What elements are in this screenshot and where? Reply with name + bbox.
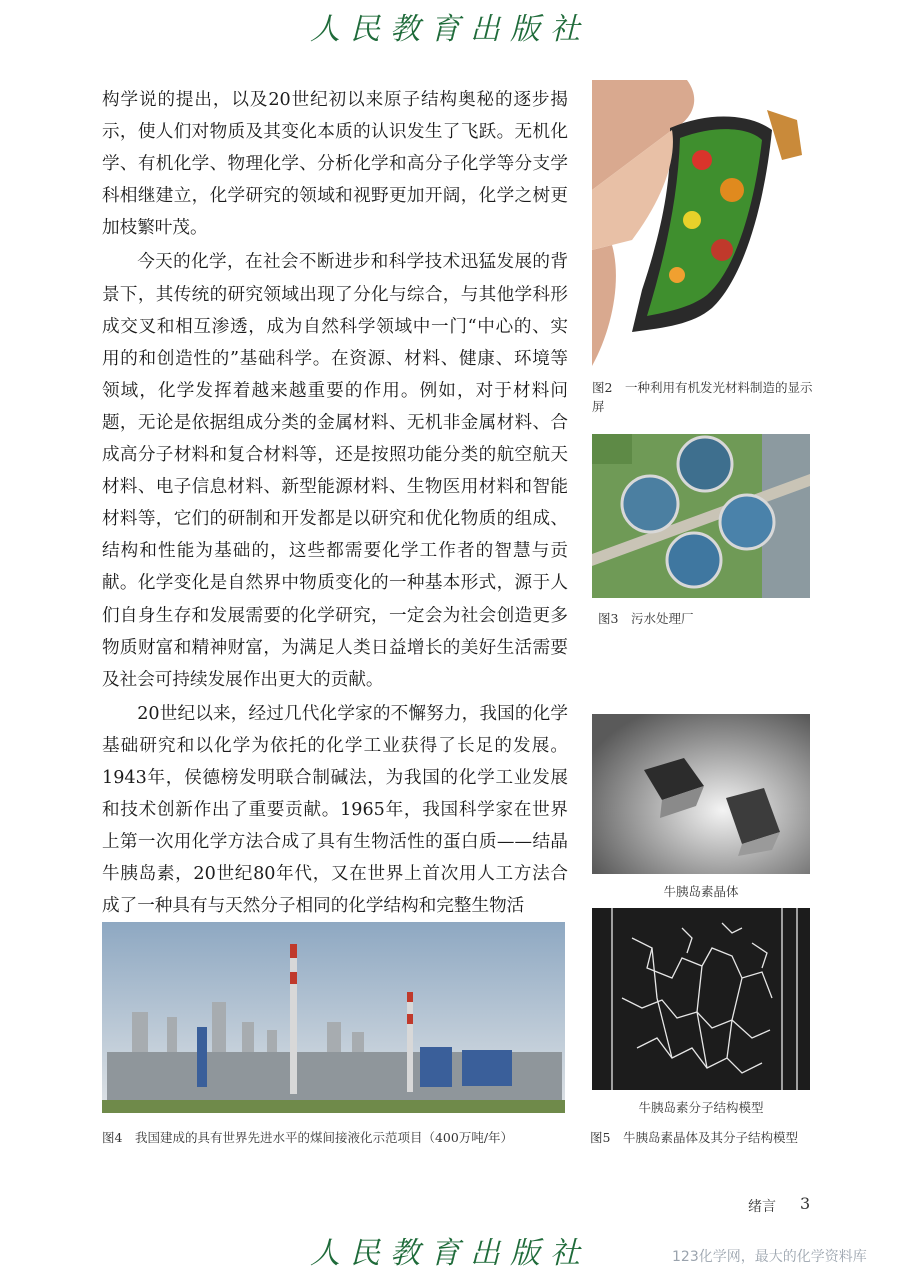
publisher-logo-bottom: 人民教育出版社 (310, 1236, 590, 1271)
body-text (102, 84, 568, 922)
paragraph-3: 20世纪以来，经过几代化学家的不懈努力，我国的化学基础研究和以化学为依托的化学工业获得了长足的发展。1943年，侯德榜发明联合制碱法，为我国的化学工业发展和技术创新作出了重要贡献。1965年，我国科学家在世界上第一次用化学方法合成了具有生物活性的蛋白质——结晶牛胰岛素，20世纪80年代，又在世界上首次用人工方法合成了一种具有与天然分子相同的化学结构和完整生物活 (102, 703, 568, 917)
section-label: 绪言 (748, 1199, 776, 1215)
watermark-text: 123化学网，最大的化学资料库 (672, 1249, 867, 1265)
paragraph-1: 构学说的提出，以及20世纪初以来原子结构奥秘的逐步揭示，使人们对物质及其变化本质的认识发生了飞跃。无机化学、有机化学、物理化学、分析化学和高分子化学等分支学科相继建立，化学研究的领域和视野更加开阔，化学之树更加枝繁叶茂。 (102, 90, 568, 239)
fig5-insulin-crystal-image (592, 714, 810, 874)
fig5-caption: 图5 牛胰岛素晶体及其分子结构模型 (590, 1130, 798, 1145)
paragraph-2: 今天的化学，在社会不断进步和科学技术迅猛发展的背景下，其传统的研究领域出现了分化与综合，与其他学科形成交叉和相互渗透，成为自然科学领域中一门“中心的、实用的和创造性的”基础科学。在资源、材料、健康、环境等领域，化学发挥着越来越重要的作用。例如，对于材料问题，无论是依据组成分类的金属材料、无机非金属材料、合成高分子材料和复合材料等，还是按照功能分类的航空航天材料、电子信息材料、新型能源材料、生物医用材料和智能材料等，它们的研制和开发都是以研究和优化物质的组成、结构和性能为基础的，这些都需要化学工作者的智慧与贡献。化学变化是自然界中物质变化的一种基本形式，源于人们自身生存和发展需要的化学研究，一定会为社会创造更多物质财富和精神财富，为满足人类日益增长的美好生活需要及社会可持续发展作出更大的贡献。 (102, 252, 568, 690)
fig5-sub-caption-crystal: 牛胰岛素晶体 (663, 884, 739, 899)
fig2-flexible-display-image (592, 80, 810, 366)
fig3-sewage-plant-image (592, 434, 810, 598)
page-number: 3 (800, 1194, 811, 1213)
fig5-molecular-model-image (592, 908, 810, 1090)
fig4-caption: 图4 我国建成的具有世界先进水平的煤间接液化示范项目（400万吨/年） (102, 1130, 514, 1145)
fig2-caption: 图2 一种利用有机发光材料制造的显示屏 (592, 380, 813, 414)
fig5-sub-caption-model: 牛胰岛素分子结构模型 (638, 1100, 764, 1115)
fig3-caption: 图3 污水处理厂 (598, 611, 694, 626)
fig4-coal-liquefaction-plant-image (102, 922, 565, 1113)
publisher-logo-top: 人民教育出版社 (310, 12, 590, 47)
